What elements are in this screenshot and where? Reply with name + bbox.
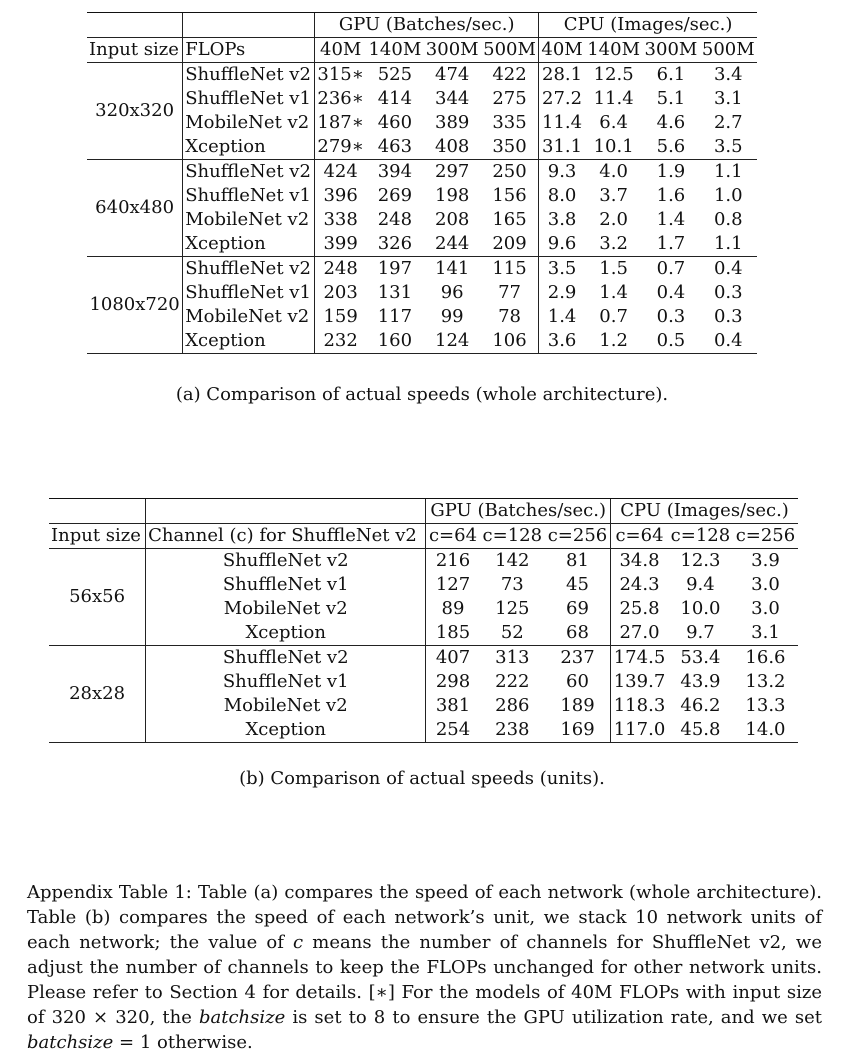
table-row (49, 621, 798, 646)
value-cell: 399 (315, 232, 367, 257)
value-cell: 14.0 (733, 718, 798, 743)
appendix-text-4: = 1 otherwise. (113, 1032, 253, 1053)
value-cell: 0.7 (656, 258, 686, 279)
table-a-cpu-header: CPU (Images/sec.) (539, 13, 757, 38)
value-cell: 0.7 (599, 306, 628, 327)
value-cell: 238 (480, 718, 545, 743)
table-b-cpu-header: CPU (Images/sec.) (611, 499, 798, 524)
value-cell: 3.1 (713, 88, 743, 109)
table-a-flops-header: 500M (481, 38, 539, 63)
value-cell: 216 (426, 549, 480, 574)
value-cell: 208 (435, 209, 470, 230)
value-cell: 12.3 (680, 550, 721, 571)
input-size-cell: 640x480 (87, 160, 183, 257)
model-name-cell: Xception (183, 232, 315, 257)
value-cell: 73 (500, 574, 524, 595)
value-cell: 13.2 (745, 671, 786, 692)
value-cell: 3.8 (539, 208, 585, 232)
value-cell: 118.3 (611, 694, 668, 718)
model-name-cell: MobileNet v2 (183, 208, 315, 232)
value-cell: 6.4 (599, 112, 628, 133)
value-cell: 407 (426, 646, 480, 671)
value-cell: 414 (377, 88, 413, 109)
value-cell: 3.4 (713, 64, 743, 85)
value-cell: 408 (424, 135, 481, 160)
model-name-cell: Xception (183, 329, 315, 354)
appendix-batchsize-1: batchsize (198, 1007, 286, 1028)
table-b-channel-header: c=64 (611, 524, 668, 549)
value-cell: 2.7 (713, 112, 743, 133)
value-cell: 3.1 (733, 621, 798, 646)
table-b-header-row-1 (49, 499, 798, 524)
model-name-cell: MobileNet v2 (146, 597, 426, 621)
value-cell: 189 (560, 695, 595, 716)
value-cell: 8.0 (539, 184, 585, 208)
value-cell: 13.3 (745, 695, 786, 716)
model-name-cell: ShuffleNet v2 (146, 646, 426, 671)
value-cell: 203 (315, 281, 367, 305)
value-cell: 197 (377, 258, 413, 279)
value-cell: 315∗ (315, 63, 367, 88)
table-row (87, 63, 757, 88)
table-row (87, 208, 757, 232)
value-cell: 1.4 (656, 209, 686, 230)
table-b-header-row-2 (49, 524, 798, 549)
value-cell: 125 (495, 598, 530, 619)
table-a-corner-empty-2 (183, 13, 315, 38)
table-a-flops-header: 40M (539, 38, 585, 63)
value-cell: 0.3 (656, 306, 686, 327)
value-cell: 1.9 (656, 161, 686, 182)
table-row (87, 111, 757, 135)
value-cell: 6.1 (656, 64, 686, 85)
value-cell: 3.0 (751, 574, 780, 595)
value-cell: 11.4 (539, 111, 585, 135)
table-a-flops-header: 140M (585, 38, 642, 63)
table-a-flops-header: 40M (315, 38, 367, 63)
table-row (87, 87, 757, 111)
appendix-text-2: means the number of channels for ShuffleNet v2, we adjust the number of channels to keep the FLOPs unchanged for other network units. Please refer to Section 4 for details. [∗] For the models of 40M FLOPs with input size of 320 × 320, the (27, 932, 822, 1028)
value-cell: 269 (377, 185, 413, 206)
input-size-cell: 1080x720 (87, 257, 183, 354)
model-name-cell: Xception (146, 718, 426, 743)
value-cell: 187∗ (315, 111, 367, 135)
value-cell: 9.7 (668, 621, 733, 646)
value-cell: 0.4 (656, 282, 686, 303)
table-row (87, 135, 757, 160)
table-row (87, 329, 757, 354)
table-a-flops-header: 140M (366, 38, 423, 63)
value-cell: 169 (545, 718, 611, 743)
value-cell: 185 (426, 621, 480, 646)
table-a-flops-header: 500M (700, 38, 757, 63)
table-row (49, 549, 798, 574)
value-cell: 16.6 (745, 647, 786, 668)
table-b-input-size-label: Input size (49, 524, 146, 549)
value-cell: 106 (481, 329, 539, 354)
value-cell: 124 (424, 329, 481, 354)
value-cell: 160 (366, 329, 423, 354)
value-cell: 27.0 (611, 621, 668, 646)
value-cell: 34.8 (611, 549, 668, 574)
value-cell: 2.0 (599, 209, 628, 230)
value-cell: 1.2 (585, 329, 642, 354)
value-cell: 254 (426, 718, 480, 743)
value-cell: 209 (481, 232, 539, 257)
value-cell: 381 (426, 694, 480, 718)
value-cell: 45 (566, 574, 589, 595)
value-cell: 131 (377, 282, 413, 303)
value-cell: 244 (424, 232, 481, 257)
value-cell: 3.7 (599, 185, 628, 206)
value-cell: 46.2 (680, 695, 721, 716)
table-a-input-size-label: Input size (87, 38, 183, 63)
value-cell: 350 (481, 135, 539, 160)
value-cell: 77 (498, 282, 521, 303)
value-cell: 298 (426, 670, 480, 694)
value-cell: 9.3 (539, 160, 585, 185)
value-cell: 11.4 (593, 88, 634, 109)
value-cell: 139.7 (611, 670, 668, 694)
table-row (87, 160, 757, 185)
value-cell: 3.0 (751, 598, 780, 619)
model-name-cell: MobileNet v2 (183, 111, 315, 135)
value-cell: 2.9 (539, 281, 585, 305)
value-cell: 0.4 (713, 258, 743, 279)
value-cell: 286 (495, 695, 530, 716)
value-cell: 4.6 (656, 112, 686, 133)
value-cell: 27.2 (539, 87, 585, 111)
model-name-cell: ShuffleNet v2 (183, 63, 315, 88)
value-cell: 10.1 (585, 135, 642, 160)
value-cell: 78 (498, 306, 521, 327)
value-cell: 394 (377, 161, 413, 182)
table-row (87, 305, 757, 329)
table-b-channel-header: c=256 (545, 524, 611, 549)
value-cell: 96 (440, 282, 464, 303)
value-cell: 248 (377, 209, 413, 230)
model-name-cell: Xception (146, 621, 426, 646)
table-row (87, 184, 757, 208)
value-cell: 0.8 (713, 209, 743, 230)
value-cell: 1.6 (656, 185, 686, 206)
value-cell: 68 (545, 621, 611, 646)
model-name-cell: ShuffleNet v1 (146, 573, 426, 597)
table-a-caption: (a) Comparison of actual speeds (whole architecture). (175, 384, 669, 405)
value-cell: 117 (377, 306, 413, 327)
value-cell: 1.4 (539, 305, 585, 329)
value-cell: 1.1 (713, 161, 743, 182)
value-cell: 0.3 (713, 282, 743, 303)
value-cell: 463 (366, 135, 423, 160)
table-row (87, 257, 757, 282)
table-row (87, 232, 757, 257)
table-b-channel-header: c=128 (668, 524, 733, 549)
appendix-batchsize-2: batchsize (27, 1032, 114, 1053)
appendix-text-3: is set to 8 to ensure the GPU utilization rate, and we set (285, 1007, 822, 1028)
value-cell: 127 (426, 573, 480, 597)
value-cell: 297 (435, 161, 470, 182)
table-b-gpu-header: GPU (Batches/sec.) (426, 499, 611, 524)
value-cell: 43.9 (680, 671, 721, 692)
table-b-channel-header: c=128 (480, 524, 545, 549)
table-row (49, 646, 798, 671)
value-cell: 460 (377, 112, 413, 133)
value-cell: 313 (495, 647, 530, 668)
value-cell: 141 (435, 258, 470, 279)
value-cell: 99 (440, 306, 464, 327)
value-cell: 232 (315, 329, 367, 354)
value-cell: 31.1 (539, 135, 585, 160)
value-cell: 45.8 (668, 718, 733, 743)
value-cell: 1.7 (642, 232, 699, 257)
value-cell: 156 (492, 185, 527, 206)
value-cell: 1.4 (599, 282, 628, 303)
table-a-corner-empty (87, 13, 183, 38)
appendix-paragraph (27, 880, 822, 1055)
value-cell: 5.1 (656, 88, 686, 109)
value-cell: 335 (492, 112, 527, 133)
value-cell: 3.9 (751, 550, 780, 571)
table-a-header-row-2 (87, 38, 757, 63)
table-row (87, 281, 757, 305)
table-a (87, 12, 757, 354)
value-cell: 326 (366, 232, 423, 257)
table-b-channel-header: c=64 (426, 524, 480, 549)
table-b (49, 498, 798, 743)
value-cell: 279∗ (315, 135, 367, 160)
model-name-cell: ShuffleNet v1 (146, 670, 426, 694)
value-cell: 474 (435, 64, 470, 85)
value-cell: 248 (315, 257, 367, 282)
model-name-cell: ShuffleNet v2 (146, 549, 426, 574)
model-name-cell: ShuffleNet v1 (183, 87, 315, 111)
value-cell: 422 (492, 64, 527, 85)
value-cell: 52 (480, 621, 545, 646)
value-cell: 60 (566, 671, 589, 692)
value-cell: 4.0 (599, 161, 628, 182)
value-cell: 3.2 (585, 232, 642, 257)
value-cell: 25.8 (611, 597, 668, 621)
model-name-cell: MobileNet v2 (183, 305, 315, 329)
input-size-cell: 320x320 (87, 63, 183, 160)
value-cell: 1.0 (713, 185, 743, 206)
value-cell: 0.4 (700, 329, 757, 354)
value-cell: 174.5 (611, 646, 668, 671)
model-name-cell: ShuffleNet v1 (183, 281, 315, 305)
appendix-text-1: Appendix Table 1: Table (a) compares the speed of each network (whole architecture). Table (b) compares the speed of each network’s unit, we stack 10 network units of each network; the value of (27, 882, 822, 953)
value-cell: 237 (560, 647, 595, 668)
input-size-cell: 56x56 (49, 549, 146, 646)
appendix-c-symbol: c (293, 932, 304, 953)
table-row (49, 694, 798, 718)
table-b-channel-label: Channel (c) for ShuffleNet v2 (146, 524, 426, 549)
value-cell: 3.6 (539, 329, 585, 354)
table-row (49, 718, 798, 743)
value-cell: 89 (426, 597, 480, 621)
model-name-cell: ShuffleNet v1 (183, 184, 315, 208)
value-cell: 344 (435, 88, 470, 109)
value-cell: 28.1 (539, 63, 585, 88)
value-cell: 0.5 (642, 329, 699, 354)
value-cell: 115 (492, 258, 527, 279)
value-cell: 338 (315, 208, 367, 232)
value-cell: 9.4 (686, 574, 715, 595)
value-cell: 53.4 (680, 647, 721, 668)
value-cell: 1.5 (599, 258, 628, 279)
table-b-channel-header: c=256 (733, 524, 798, 549)
value-cell: 159 (315, 305, 367, 329)
value-cell: 0.3 (713, 306, 743, 327)
value-cell: 198 (435, 185, 470, 206)
input-size-cell: 28x28 (49, 646, 146, 743)
table-a-gpu-header: GPU (Batches/sec.) (315, 13, 539, 38)
value-cell: 12.5 (593, 64, 634, 85)
value-cell: 3.5 (700, 135, 757, 160)
value-cell: 165 (492, 209, 527, 230)
value-cell: 525 (377, 64, 413, 85)
value-cell: 69 (566, 598, 589, 619)
value-cell: 275 (492, 88, 527, 109)
value-cell: 10.0 (680, 598, 721, 619)
value-cell: 1.1 (700, 232, 757, 257)
table-row (49, 597, 798, 621)
table-b-corner-empty-2 (146, 499, 426, 524)
value-cell: 81 (566, 550, 589, 571)
table-a-header-row-1 (87, 13, 757, 38)
table-b-caption: (b) Comparison of actual speeds (units). (239, 768, 605, 789)
value-cell: 389 (435, 112, 470, 133)
value-cell: 142 (495, 550, 530, 571)
value-cell: 250 (492, 161, 527, 182)
value-cell: 24.3 (611, 573, 668, 597)
model-name-cell: ShuffleNet v2 (183, 160, 315, 185)
table-a-flops-header: 300M (642, 38, 699, 63)
model-name-cell: ShuffleNet v2 (183, 257, 315, 282)
value-cell: 3.5 (539, 257, 585, 282)
value-cell: 424 (315, 160, 367, 185)
value-cell: 5.6 (642, 135, 699, 160)
model-name-cell: Xception (183, 135, 315, 160)
model-name-cell: MobileNet v2 (146, 694, 426, 718)
table-b-corner-empty (49, 499, 146, 524)
value-cell: 9.6 (539, 232, 585, 257)
value-cell: 222 (495, 671, 530, 692)
table-a-flops-label: FLOPs (183, 38, 315, 63)
table-row (49, 670, 798, 694)
table-row (49, 573, 798, 597)
value-cell: 117.0 (611, 718, 668, 743)
value-cell: 396 (315, 184, 367, 208)
value-cell: 236∗ (315, 87, 367, 111)
table-a-flops-header: 300M (424, 38, 481, 63)
